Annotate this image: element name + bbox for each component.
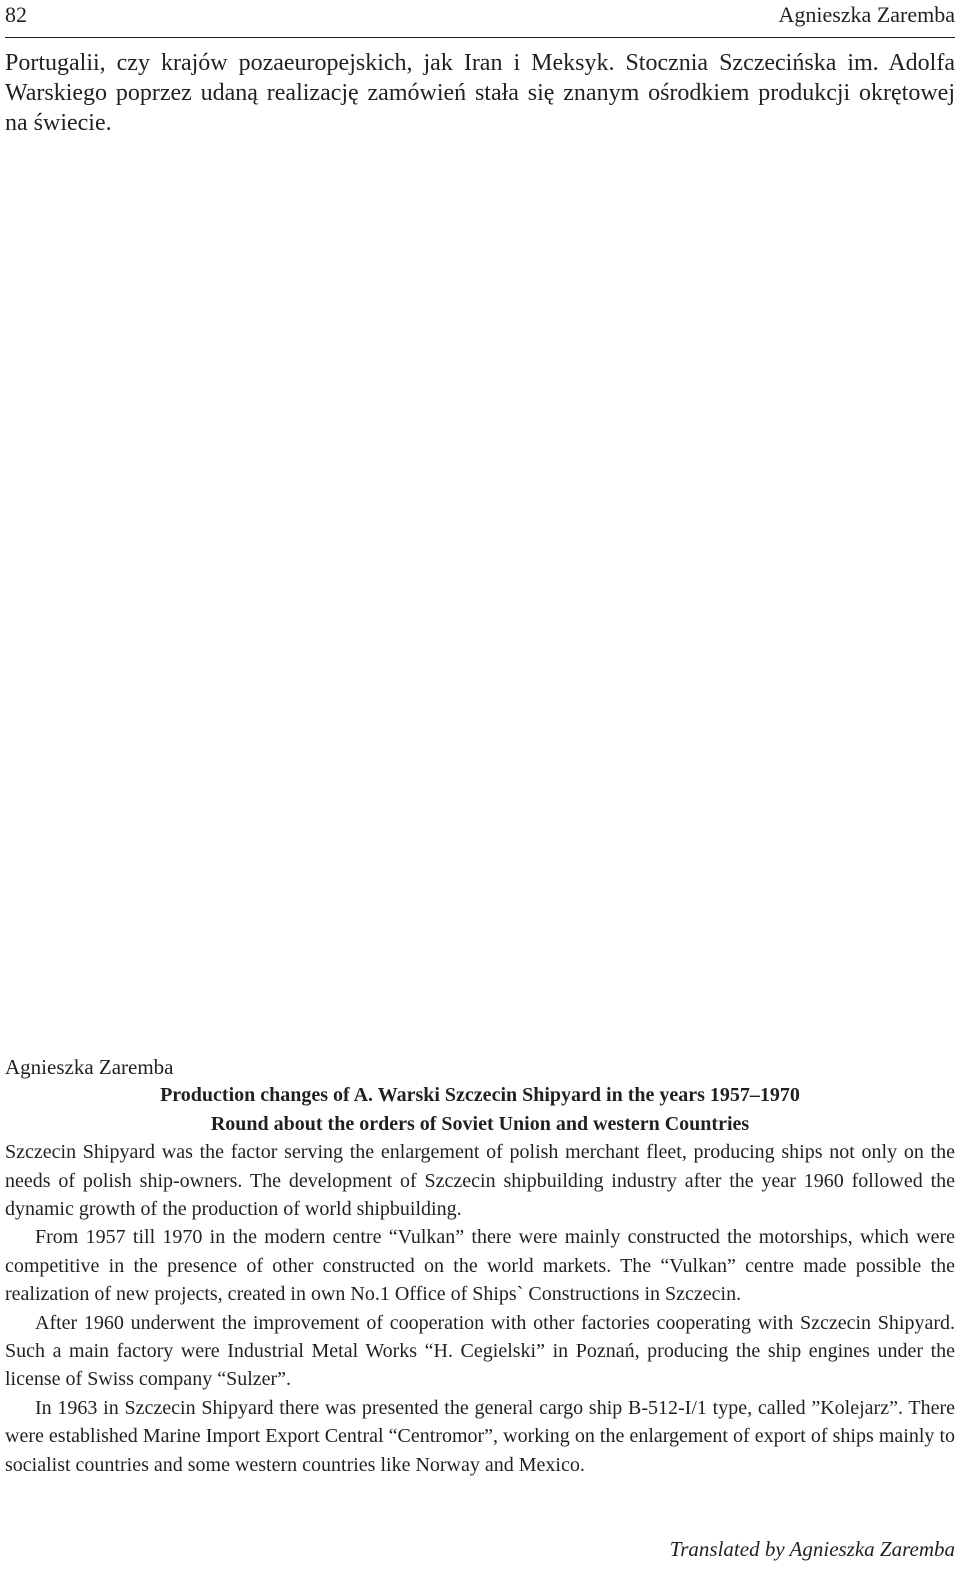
header-rule (5, 37, 955, 38)
summary-paragraph: Szczecin Shipyard was the factor serving the enlargement of polish merchant fleet, producing ships not only on the needs of polish ship-owners. The development of Szczecin shipbuilding industry after the year 1960 followed the dynamic growth of the production of world shipbuilding. (5, 1141, 955, 1221)
summary-paragraph: From 1957 till 1970 in the modern centre “Vulkan” there were mainly constructed the motorships, which were competitive in the presence of other constructed on the world markets. The “Vulkan” centre made possible the realization of new projects, created in own No.1 Office of Ships` Constructions in Szczecin. (5, 1226, 955, 1306)
running-head-author: Agnieszka Zaremba (778, 2, 955, 27)
summary-title-line-2: Round about the orders of Soviet Union and western Countries (210, 1112, 750, 1135)
page-header (5, 2, 955, 32)
english-summary (5, 1053, 955, 1479)
summary-title-line-1: Production changes of A. Warski Szczecin Shipyard in the years 1957–1970 (160, 1084, 800, 1107)
summary-paragraph: After 1960 underwent the improvement of cooperation with other factories cooperating with Szczecin Shipyard. Such a main factory were Industrial Metal Works “H. Cegielski” in Poznań, producing the ship engines under the license of Swiss company “Sulzer”. (5, 1311, 955, 1391)
page-number: 82 (5, 2, 27, 27)
summary-paragraph: In 1963 in Szczecin Shipyard there was presented the general cargo ship B-512-I/1 type, called ”Kolejarz”. There were established Marine Import Export Central “Centromor”, working on the enlargement of export of ships mainly to socialist countries and some western countries like Norway and Mexico. (5, 1396, 955, 1476)
summary-author: Agnieszka Zaremba (5, 1055, 174, 1079)
translator-credit: Translated by Agnieszka Zaremba (669, 1537, 955, 1561)
polish-paragraph: Portugalii, czy krajów pozaeuropejskich, jak Iran i Meksyk. Stocznia Szczecińska im. Adolfa Warskiego poprzez udaną realizację zamówień stała się znanym ośrodkiem produkcji okrętowej na świecie. (5, 50, 955, 136)
